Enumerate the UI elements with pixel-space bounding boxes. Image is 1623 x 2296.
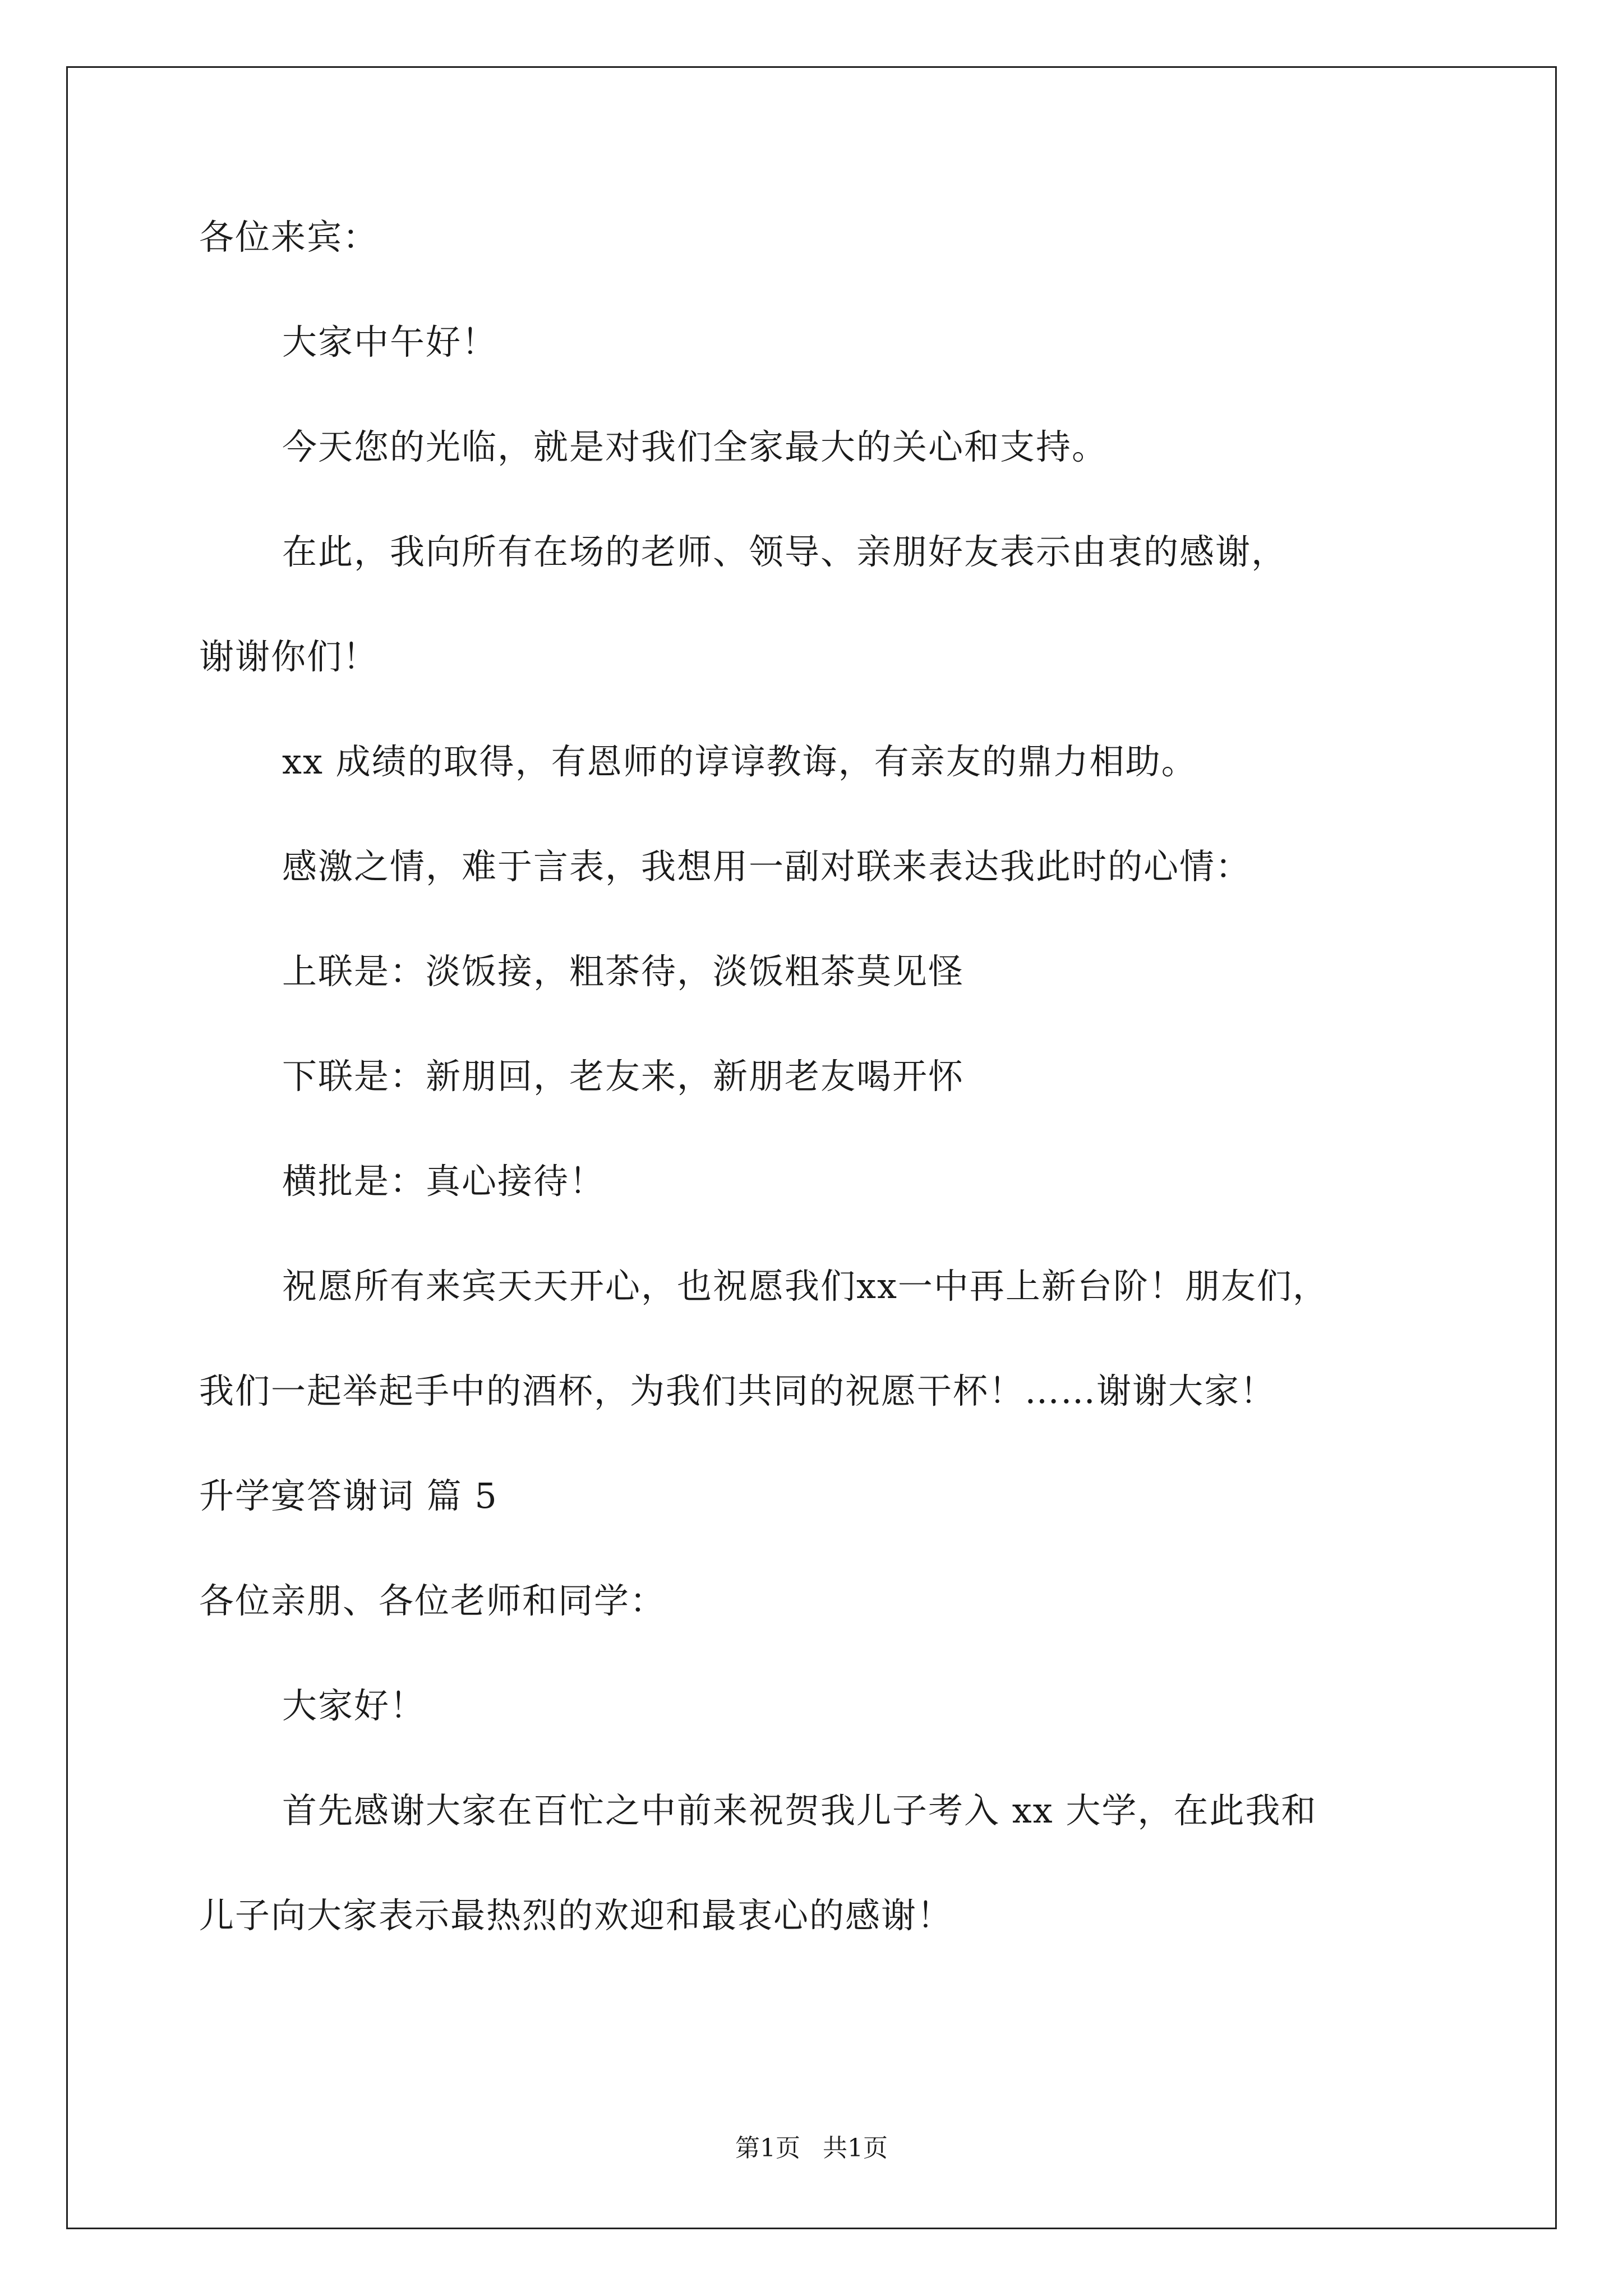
couplet-lower: 下联是：新朋回，老友来，新朋老友喝开怀 (282, 1056, 965, 1097)
section-heading: 升学宴答谢词 篇 5 (199, 1475, 498, 1516)
paragraph-line: 祝愿所有来宾天天开心，也祝愿我们xx一中再上新台阶！朋友们， (282, 1266, 1329, 1306)
greeting: 大家中午好！ (282, 321, 498, 362)
salutation: 各位来宾： (199, 217, 379, 257)
paragraph-line: 儿子向大家表示最热烈的欢迎和最衷心的感谢！ (199, 1895, 953, 1936)
salutation: 各位亲朋、各位老师和同学： (199, 1580, 666, 1621)
paragraph-line: 在此，我向所有在场的老师、领导、亲朋好友表示由衷的感谢， (282, 531, 1288, 572)
couplet-upper: 上联是：淡饭接，粗茶待，淡饭粗茶莫见怪 (282, 951, 965, 992)
paragraph-line: 今天您的光临，就是对我们全家最大的关心和支持。 (282, 426, 1108, 467)
greeting: 大家好！ (282, 1685, 426, 1726)
page-footer (0, 2132, 1623, 2165)
paragraph-line: xx 成绩的取得，有恩师的谆谆教诲，有亲友的鼎力相助。 (282, 741, 1197, 782)
paragraph-line: 谢谢你们！ (199, 636, 379, 677)
page-number: 第1页 (735, 2134, 800, 2162)
paragraph-line: 我们一起举起手中的酒杯，为我们共同的祝愿干杯！……谢谢大家！ (199, 1370, 1276, 1411)
couplet-horizontal: 横批是：真心接待！ (282, 1161, 606, 1202)
paragraph-line: 感激之情，难于言表，我想用一副对联来表达我此时的心情： (282, 846, 1252, 887)
page-total: 共1页 (823, 2134, 888, 2162)
paragraph-line: 首先感谢大家在百忙之中前来祝贺我儿子考入 xx 大学，在此我和 (282, 1790, 1317, 1831)
